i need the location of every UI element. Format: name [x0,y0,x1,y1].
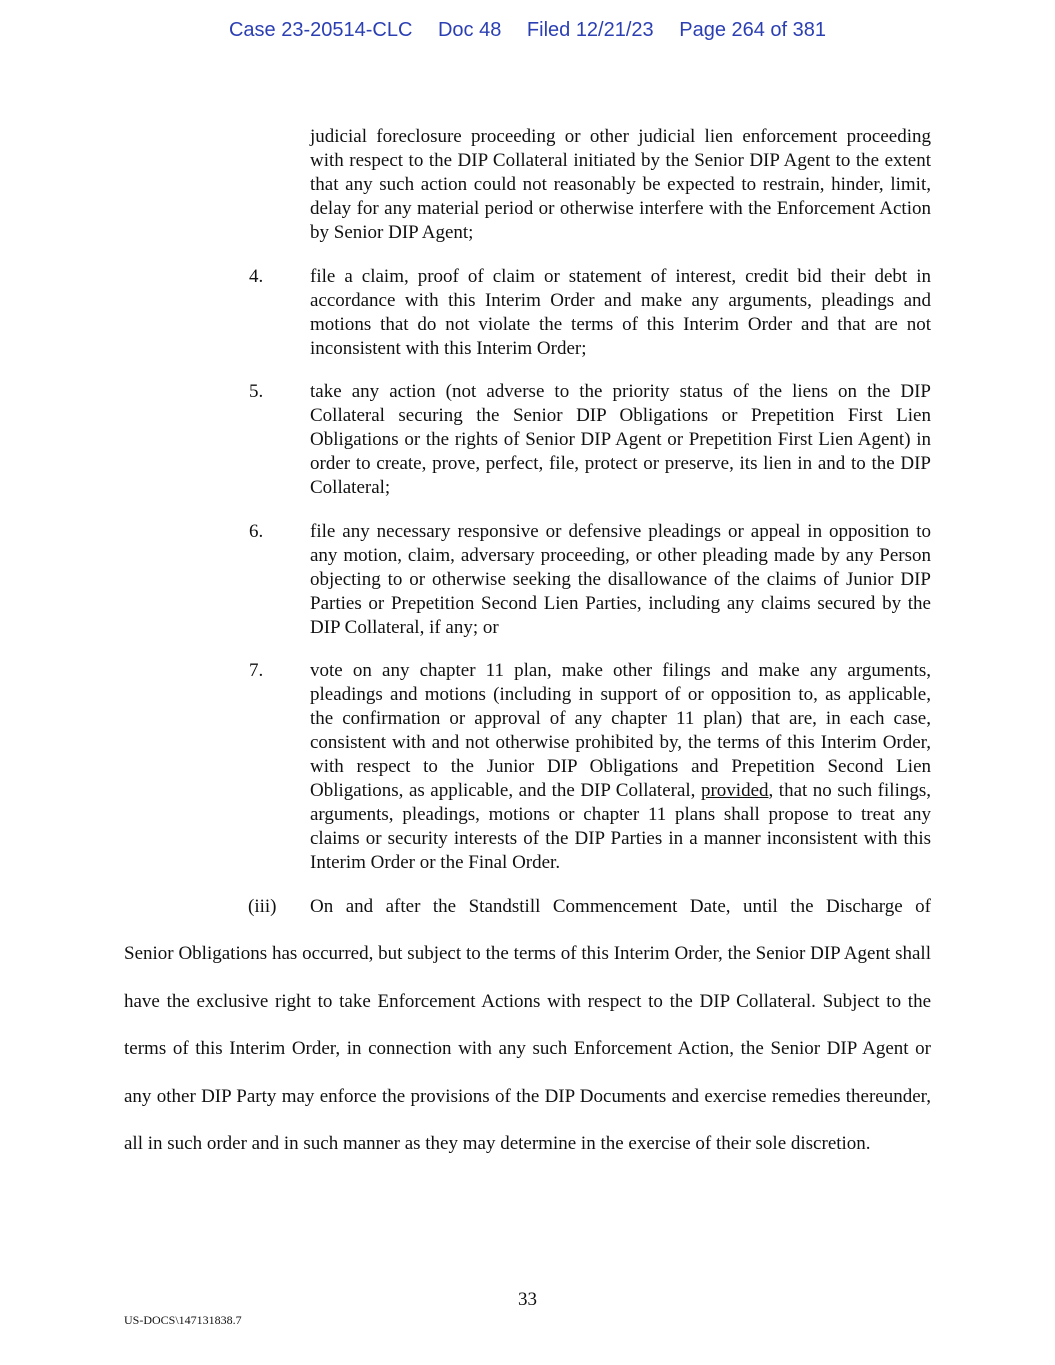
court-filing-header [0,19,1055,42]
filed-date: Filed 12/21/23 [526,19,654,41]
document-id: US-DOCS\147131838.7 [124,1313,242,1327]
continuation-paragraph: judicial foreclosure proceeding or other judicial lien enforcement proceeding with respect to the DIP Collateral initiated by the Senior DIP Agent to the extent that any such action could not reasonably be expected to restrain, hinder, limit, delay for any material period or otherwise interfere with the Enforcement Action by Senior DIP Agent; [310,126,931,243]
document-number: Doc 48 [437,19,502,41]
item-text-before: vote on any chapter 11 plan, make other filings and make any arguments, pleadings and motions (including in support of or opposition to, as applicable, the confirmation or approval of any chapter 11 plan) that are, in each case, consistent with and not otherwise prohibited by, the terms of this Interim Order, with respect to the Junior DIP Obligations and Prepetition Second Lien Obligations, as applicable, and the DIP Collateral, [310,660,931,801]
subsection-paragraph: Senior Obligations has occurred, but subject to the terms of this Interim Order, the Senior DIP Agent shall have the exclusive right to take Enforcement Actions with respect to the DIP Collateral. Subject to the terms of this Interim Order, in connection with any such Enforcement Action, the Senior DIP Agent or any other DIP Party may enforce the provisions of the DIP Documents and exercise remedies thereunder, all in such order and in such manner as they may determine in the exercise of their sole discretion. [124,943,931,1155]
list-item-text: file any necessary responsive or defensive pleadings or appeal in opposition to any motion, claim, adversary proceeding, or other pleading made by any Person objecting to or otherwise seeking the disallowance of the claims of Junior DIP Parties or Prepetition Second Lien Parties, including any claims secured by the DIP Collateral, if any; or [310,521,931,638]
page-number: 33 [518,1289,537,1310]
list-item-text [310,659,931,875]
list-item-text: take any action (not adverse to the priority status of the liens on the DIP Collateral securing the Senior DIP Obligations or Prepetition First Lien Obligations or the rights of Senior DIP Agent or Prepetition First Lien Agent) in order to create, prove, perfect, file, protect or preserve, its lien in and to the DIP Collateral; [310,381,931,498]
list-item-text: file a claim, proof of claim or statement of interest, credit bid their debt in accordance with this Interim Order and make any arguments, pleadings and motions that do not violate the terms of this Interim Order and that are not inconsistent with this Interim Order; [310,266,931,359]
item-number: 7. [249,660,264,681]
subsection-first-line: On and after the Standstill Commencement Date, until the Discharge of [310,896,931,917]
subsection-label: (iii) [248,896,277,917]
item-number: 4. [249,266,264,287]
item-text-after: , that no such filings, arguments, pleadings, motions or chapter 11 plans shall propose to treat any claims or security interests of the DIP Parties in a manner inconsistent with this Interim Order or the Final Order. [310,780,931,873]
page-count: Page 264 of 381 [679,19,827,41]
provided-term: provided [700,780,769,801]
item-number: 6. [249,521,264,542]
case-number: Case 23-20514-CLC [228,19,413,41]
item-number: 5. [249,381,264,402]
